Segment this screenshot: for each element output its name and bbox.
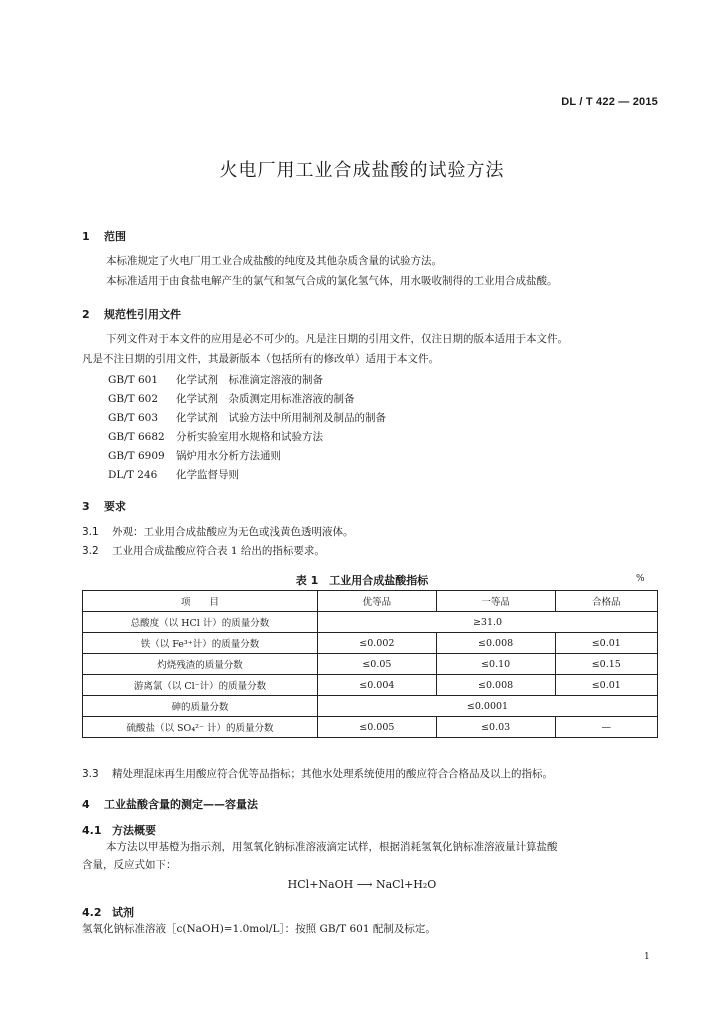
row-value-superior: ≤0.004: [318, 675, 437, 696]
clause-number: 4.1: [82, 824, 102, 837]
table-caption: 表 1 工业用合成盐酸指标: [295, 574, 429, 587]
section-1-heading: [82, 228, 126, 244]
row-value-first: ≤0.10: [436, 654, 555, 675]
clause-title: 方法概要: [112, 824, 156, 837]
section-4-heading: [82, 796, 258, 812]
row-item: 灼烧残渣的质量分数: [83, 654, 318, 675]
reference-item: [108, 410, 386, 425]
row-item: 砷的质量分数: [83, 696, 318, 717]
spec-table: [82, 590, 658, 738]
section-1-para-2: 本标准适用于由食盐电解产生的氯气和氢气合成的氯化氢气体，用水吸收制得的工业用合成盐酸。: [106, 275, 558, 287]
reference-code: GB/T 6909: [108, 450, 165, 462]
table-row: [83, 654, 658, 675]
reference-item: [108, 448, 281, 463]
clause-text: 精处理混床再生用酸应符合优等品指标；其他水处理系统使用的酸应符合合格品及以上的指标。: [112, 768, 553, 780]
page-number: 1: [644, 952, 650, 962]
row-value-merged: ≤0.0001: [318, 696, 658, 717]
section-2-heading: [82, 306, 181, 322]
clause-number: 3.2: [82, 545, 99, 557]
standard-code: DL / T 422 — 2015: [561, 96, 658, 108]
clause-text: 工业用合成盐酸应符合表 1 给出的指标要求。: [112, 545, 325, 557]
clause-3-1: [82, 524, 354, 539]
section-number: 2: [82, 308, 90, 321]
reference-code: DL/T 246: [108, 469, 158, 481]
row-value-first: ≤0.03: [436, 717, 555, 738]
section-title: 工业盐酸含量的测定——容量法: [104, 798, 258, 811]
reference-title: 化学监督导则: [176, 469, 239, 481]
reference-item: [108, 372, 323, 387]
table-header-row: [83, 591, 658, 612]
table-row: [83, 696, 658, 717]
reference-code: GB/T 6682: [108, 431, 165, 443]
table-unit: %: [636, 574, 645, 584]
reference-title: 化学试剂 试验方法中所用制剂及制品的制备: [176, 412, 386, 424]
clause-4-2-heading: [82, 904, 134, 920]
clause-title: 试剂: [112, 906, 134, 919]
row-item: 铁（以 Fe³⁺计）的质量分数: [83, 633, 318, 654]
row-value-first: ≤0.008: [436, 675, 555, 696]
clause-3-3: [82, 766, 553, 781]
document-title: 火电厂用工业合成盐酸的试验方法: [219, 160, 505, 181]
row-value-first: ≤0.008: [436, 633, 555, 654]
header-first: 一等品: [436, 591, 555, 612]
clause-4-1-line-2: 含量，反应式如下：: [82, 859, 177, 871]
section-2-para-line-1: 下列文件对于本文件的应用是必不可少的。凡是注日期的引用文件，仅注日期的版本适用于本文件。: [106, 333, 568, 345]
reference-code: GB/T 601: [108, 374, 159, 386]
section-1-para-1: 本标准规定了火电厂用工业合成盐酸的纯度及其他杂质含量的试验方法。: [106, 255, 442, 267]
table-row: [83, 612, 658, 633]
section-number: 1: [82, 230, 90, 243]
reference-item: [108, 467, 239, 482]
row-value-superior: ≤0.005: [318, 717, 437, 738]
row-value-qualified: ≤0.15: [555, 654, 658, 675]
reference-code: GB/T 602: [108, 393, 159, 405]
table-row: [83, 633, 658, 654]
header-item: 项 目: [83, 591, 318, 612]
reference-code: GB/T 603: [108, 412, 159, 424]
section-title: 规范性引用文件: [104, 308, 181, 321]
row-value-qualified: ≤0.01: [555, 675, 658, 696]
section-title: 要求: [104, 500, 126, 513]
reaction-formula: HCl+NaOH ⟶ NaCl+H₂O: [287, 878, 437, 891]
clause-4-1-line-1: 本方法以甲基橙为指示剂，用氢氧化钠标准溶液滴定试样，根据消耗氢氧化钠标准溶液量计算盐酸: [106, 841, 558, 853]
table-row: [83, 717, 658, 738]
table-row: [83, 675, 658, 696]
header-superior: 优等品: [318, 591, 437, 612]
reference-title: 锅炉用水分析方法通则: [176, 450, 281, 462]
reference-title: 化学试剂 杂质测定用标准溶液的制备: [176, 393, 355, 405]
row-value-superior: ≤0.002: [318, 633, 437, 654]
row-value-qualified: —: [555, 717, 658, 738]
clause-3-2: [82, 543, 325, 558]
reference-title: 化学试剂 标准滴定溶液的制备: [176, 374, 323, 386]
reference-item: [108, 429, 323, 444]
clause-number: 4.2: [82, 906, 102, 919]
row-item: 游离氯（以 Cl⁻计）的质量分数: [83, 675, 318, 696]
reference-title: 分析实验室用水规格和试验方法: [176, 431, 323, 443]
section-number: 4: [82, 798, 90, 811]
clause-4-1-heading: [82, 822, 156, 838]
section-title: 范围: [104, 230, 126, 243]
section-3-heading: [82, 498, 126, 514]
clause-number: 3.3: [82, 768, 99, 780]
row-value-qualified: ≤0.01: [555, 633, 658, 654]
clause-4-2-text: 氢氧化钠标准溶液［c(NaOH)=1.0mol/L］：按照 GB/T 601 配制及标定。: [82, 923, 436, 935]
section-number: 3: [82, 500, 90, 513]
header-qualified: 合格品: [555, 591, 658, 612]
section-2-para-line-2: 凡是不注日期的引用文件，其最新版本（包括所有的修改单）适用于本文件。: [82, 353, 439, 365]
reference-item: [108, 391, 355, 406]
clause-number: 3.1: [82, 526, 99, 538]
row-value-merged: ≥31.0: [318, 612, 658, 633]
row-value-superior: ≤0.05: [318, 654, 437, 675]
row-item: 硫酸盐（以 SO₄²⁻ 计）的质量分数: [83, 717, 318, 738]
row-item: 总酸度（以 HCl 计）的质量分数: [83, 612, 318, 633]
clause-text: 外观：工业用合成盐酸应为无色或浅黄色透明液体。: [112, 526, 354, 538]
